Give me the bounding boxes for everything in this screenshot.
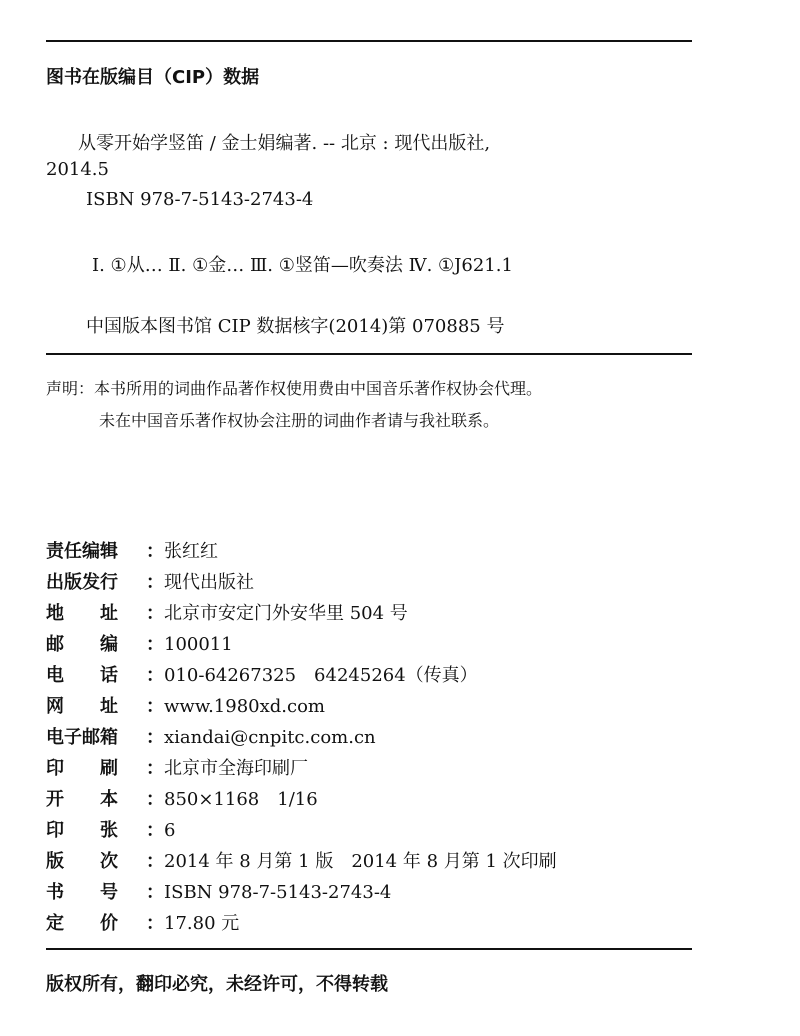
pub-label: 书 号 xyxy=(46,882,118,903)
pub-value: 现代出版社 xyxy=(164,572,254,593)
copyright-notice: 版权所有，翻印必究，未经许可，不得转载 xyxy=(46,974,388,995)
cip-isbn-line: ISBN 978-7-5143-2743-4 xyxy=(86,189,314,210)
pub-value: 850×1168 1/16 xyxy=(164,789,318,810)
pub-value: ISBN 978-7-5143-2743-4 xyxy=(164,882,392,903)
pub-label: 定 价 xyxy=(46,913,118,934)
pub-label: 电 话 xyxy=(46,665,118,686)
pub-row-sheets: 印 张 ：6 xyxy=(46,816,175,842)
pub-value: 张红红 xyxy=(164,541,218,562)
declaration-line-1: 声明：本书所用的词曲作品著作权使用费由中国音乐著作权协会代理。 xyxy=(46,379,543,398)
pub-value: xiandai@cnpitc.com.cn xyxy=(164,727,376,748)
pub-row-format: 开 本 ：850×1168 1/16 xyxy=(46,785,318,811)
pub-row-isbn: 书 号 ：ISBN 978-7-5143-2743-4 xyxy=(46,878,391,904)
cip-classification-line: Ⅰ. ①从… Ⅱ. ①金… Ⅲ. ①竖笛—吹奏法 Ⅳ. ①J621.1 xyxy=(92,255,513,276)
pub-row-publisher: 出版发行 ：现代出版社 xyxy=(46,568,254,594)
pub-row-edition: 版 次 ：2014 年 8 月第 1 版 2014 年 8 月第 1 次印刷 xyxy=(46,847,557,873)
pub-value: www.1980xd.com xyxy=(164,696,325,717)
cip-verification-line: 中国版本图书馆 CIP 数据核字(2014)第 070885 号 xyxy=(86,316,505,337)
pub-value: 100011 xyxy=(164,634,233,655)
pub-label: 出版发行 xyxy=(46,572,118,593)
cip-bottom-divider xyxy=(46,353,692,355)
pub-value: 北京市全海印刷厂 xyxy=(164,758,308,779)
declaration-line-2: 未在中国音乐著作权协会注册的词曲作者请与我社联系。 xyxy=(99,411,500,430)
pub-row-printer: 印 刷 ：北京市全海印刷厂 xyxy=(46,754,308,780)
pub-value: 17.80 元 xyxy=(164,913,240,934)
cip-heading: 图书在版编目（CIP）数据 xyxy=(46,67,260,88)
pub-label: 责任编辑 xyxy=(46,541,118,562)
pub-row-address: 地 址 ：北京市安定门外安华里 504 号 xyxy=(46,599,408,625)
pub-label: 电子邮箱 xyxy=(46,727,118,748)
pub-label: 开 本 xyxy=(46,789,118,810)
pub-row-postcode: 邮 编 ：100011 xyxy=(46,630,233,656)
pub-label: 版 次 xyxy=(46,851,118,872)
pub-row-website: 网 址 ：www.1980xd.com xyxy=(46,692,325,718)
footer-divider xyxy=(46,948,692,950)
pub-value: 2014 年 8 月第 1 版 2014 年 8 月第 1 次印刷 xyxy=(164,851,557,872)
pub-label: 网 址 xyxy=(46,696,118,717)
pub-value: 010-64267325 64245264（传真） xyxy=(164,665,478,686)
pub-row-email: 电子邮箱 ：xiandai@cnpitc.com.cn xyxy=(46,723,376,749)
pub-row-price: 定 价 ：17.80 元 xyxy=(46,909,239,935)
cip-year-line: 2014.5 xyxy=(46,159,109,180)
pub-label: 印 刷 xyxy=(46,758,118,779)
pub-label: 印 张 xyxy=(46,820,118,841)
pub-row-phone: 电 话 ：010-64267325 64245264（传真） xyxy=(46,661,478,687)
pub-value: 6 xyxy=(164,820,176,841)
pub-value: 北京市安定门外安华里 504 号 xyxy=(164,603,408,624)
cip-title-line: 从零开始学竖笛 / 金士娟编著. -- 北京 : 现代出版社, xyxy=(78,133,491,154)
top-divider xyxy=(46,40,692,42)
pub-label: 地 址 xyxy=(46,603,118,624)
pub-label: 邮 编 xyxy=(46,634,118,655)
pub-row-editor: 责任编辑 ：张红红 xyxy=(46,537,218,563)
